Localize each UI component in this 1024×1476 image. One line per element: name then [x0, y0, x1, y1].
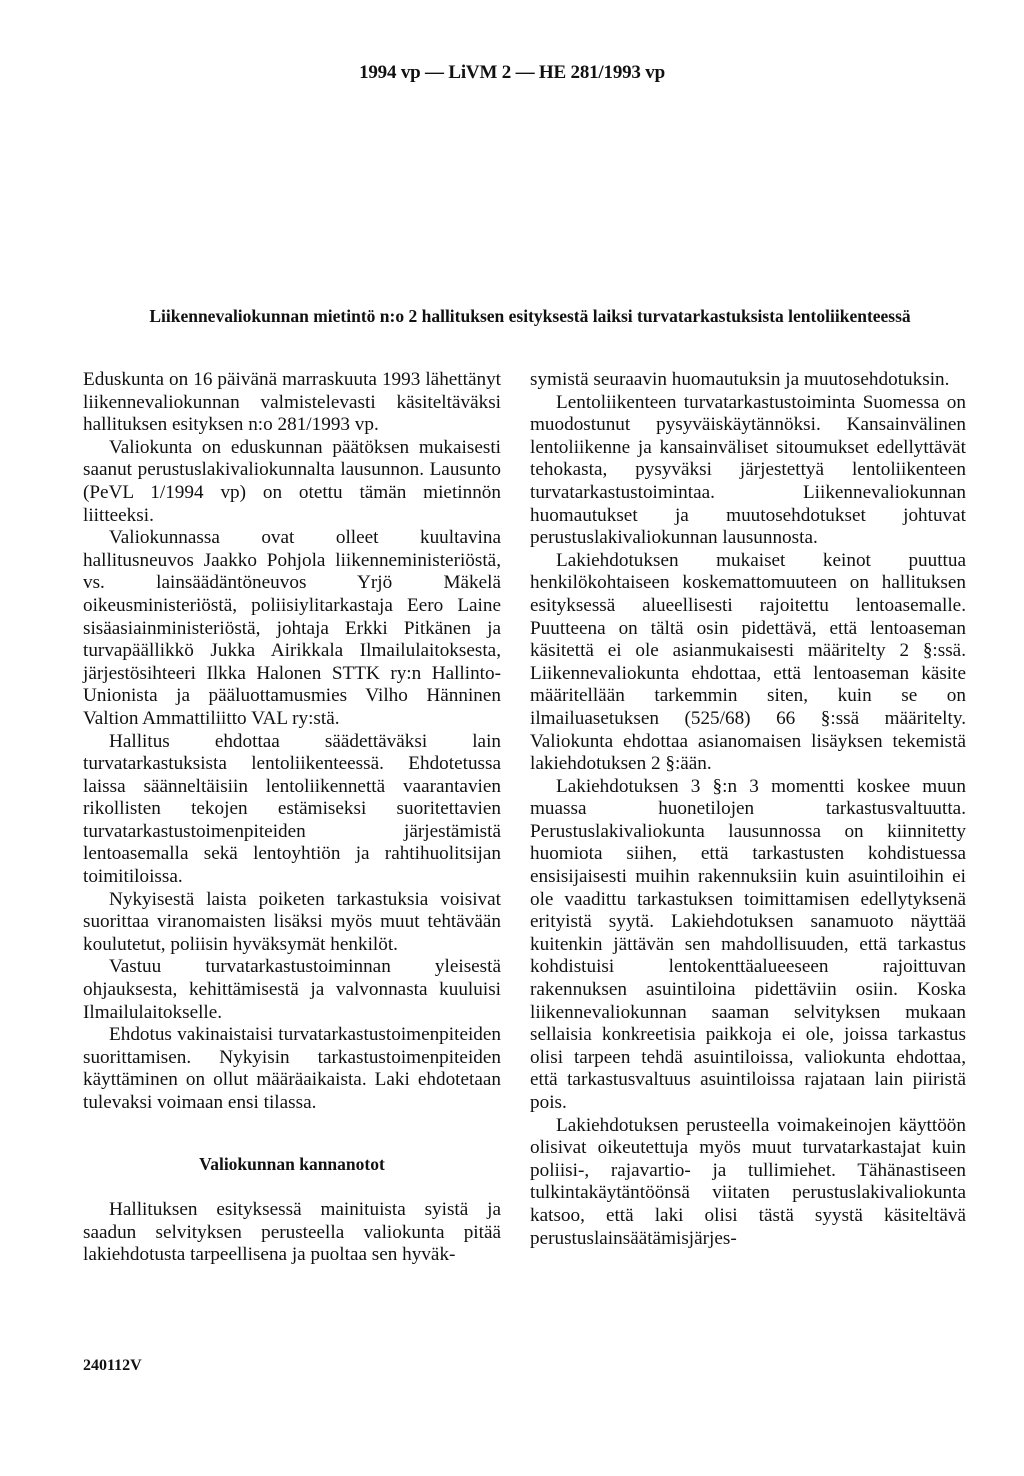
left-column: [83, 369, 501, 1267]
paragraph: Nykyisestä laista poiketen tarkastuksia voisivat suorittaa viranomaisten lisäksi myös muut tehtävään koulutetut, poliisin hyväksymät henkilöt.: [83, 888, 501, 955]
paragraph: Ehdotus vakinaistaisi turvatarkastustoimenpiteiden suorittamisen. Nykyisin tarkastustoimenpiteiden käyttäminen on ollut määräaikaista. Laki ehdotetaan tulevaksi voimaan ensi tilassa.: [83, 1024, 501, 1113]
paragraph: Vastuu turvatarkastustoiminnan yleisestä ohjauksesta, kehittämisestä ja valvonnasta kuuluisi Ilmailulaitokselle.: [83, 956, 501, 1023]
paragraph: Valiokunta on eduskunnan päätöksen mukaisesti saanut perustuslakivaliokunnalta lausunnon. Lausunto (PeVL 1/1994 vp) on otettu tämän mietinnön liitteeksi.: [83, 436, 501, 526]
paragraph: Valiokunnassa ovat olleet kuultavina hallitusneuvos Jaakko Pohjola liikenneministeriöstä, vs. lainsäädäntöneuvos Yrjö Mäkelä oikeusministeriöstä, poliisiylitarkastaja Eero Laine sisäasiainministeriöstä, johtaja Erkki Pitkänen ja turvapäällikkö Jukka Airikkala Ilmailulaitoksesta, järjestösihteeri Ilkka Halonen STTK ry:n Hallinto-Unionista ja pääluottamusmies Vilho Hänninen Valtion Ammattiliitto VAL ry:stä.: [83, 527, 501, 729]
print-code: 240112V: [83, 1357, 142, 1374]
paragraph: Lentoliikenteen turvatarkastustoiminta Suomessa on muodostunut pysyväiskäytännöksi. Kansainvälinen lentoliikenne ja kansainväliset sitoumukset edellyttävät tehokasta, pysyväksi järjestettyä lentoliikenteen turvatarkastustoimintaa. Liikennevaliokunnan huomautukset ja muutosehdotukset johtuvat perustuslakivaliokunnan lausunnosta.: [530, 391, 966, 549]
paragraph: Lakiehdotuksen perusteella voimakeinojen käyttöön olisivat oikeutettuja myös muut turvatarkastajat kuin poliisi-, rajavartio- ja tullimiehet. Tähänastiseen tulkintakäytäntöönsä viitaten perustuslakivaliokunta katsoo, että laki olisi tästä syystä käsiteltävä perustuslainsäätämisjärjes-: [530, 1114, 966, 1249]
paragraph: Lakiehdotuksen mukaiset keinot puuttua henkilökohtaiseen koskemattomuuteen on hallituksen esityksessä alueellisesti rajoitettu lentoasemalle. Puutteena on tältä osin pidettävä, että lentoaseman käsitettä ei ole asianmukaisesti määritelty 2 §:ssä. Liikennevaliokunta ehdottaa, että lentoaseman käsite määritellään tarkemmin siten, kuin se on ilmailuasetuksen (525/68) 66 §:ssä määritelty. Valiokunta ehdottaa asianomaisen lisäyksen tekemistä lakiehdotuksen 2 §:ään.: [530, 549, 966, 775]
section-heading: Valiokunnan kannanotot: [199, 1153, 385, 1174]
paragraph-continuation: symistä seuraavin huomautuksin ja muutosehdotuksin.: [530, 369, 950, 390]
document-title: Liikennevaliokunnan mietintö n:o 2 hallituksen esityksestä laiksi turvatarkastuksista lentoliikenteessä: [149, 306, 911, 326]
paragraph: Hallituksen esityksessä mainituista syistä ja saadun selvityksen perusteella valiokunta pitää lakiehdotusta tarpeellisena ja puoltaa sen hyväk-: [83, 1199, 501, 1266]
running-header: 1994 vp — LiVM 2 — HE 281/1993 vp: [359, 62, 665, 83]
paragraph: Eduskunta on 16 päivänä marraskuuta 1993 lähettänyt liikennevaliokunnan valmistelevasti käsiteltäväksi hallituksen esityksen n:o 281/1993 vp.: [83, 369, 501, 436]
paragraph: Hallitus ehdottaa säädettäväksi lain turvatarkastuksista lentoliikenteessä. Ehdotetussa laissa säänneltäisiin lentoliikennettä vaarantavien rikollisten tekojen estämiseksi suoritettavien turvatarkastustoimenpiteiden järjestämistä lentoasemalla sekä lentoyhtiön ja rahtihuolitsijan toimitiloissa.: [83, 730, 501, 888]
right-column: [530, 369, 966, 1250]
paragraph: Lakiehdotuksen 3 §:n 3 momentti koskee muun muassa huonetilojen tarkastusvaltuutta. Perustuslakivaliokunta lausunnossa on kiinnitetty huomiota siihen, että tarkastusten kohdistuessa ensisijaisesti muihin rakennuksiin kuin asuintiloihin ei ole vaadittu tarkastuksen toimittamisen edellytyksenä erityistä syytä. Lakiehdotuksen sanamuoto näyttää kuitenkin jättävän sen mahdollisuuden, että tarkastus kohdistuisi lentokenttäalueeseen rajoittuvan rakennuksen asuintiloina pidettäviin osiin. Koska liikennevaliokunnan saaman selvityksen mukaan sellaisia konkreetisia paikkoja ei ole, joissa tarkastus olisi tarpeen tehdä asuintiloissa, valiokunta ehdottaa, että tarkastusvaltuus asuintiloissa rajataan lain piiristä pois.: [530, 775, 966, 1113]
